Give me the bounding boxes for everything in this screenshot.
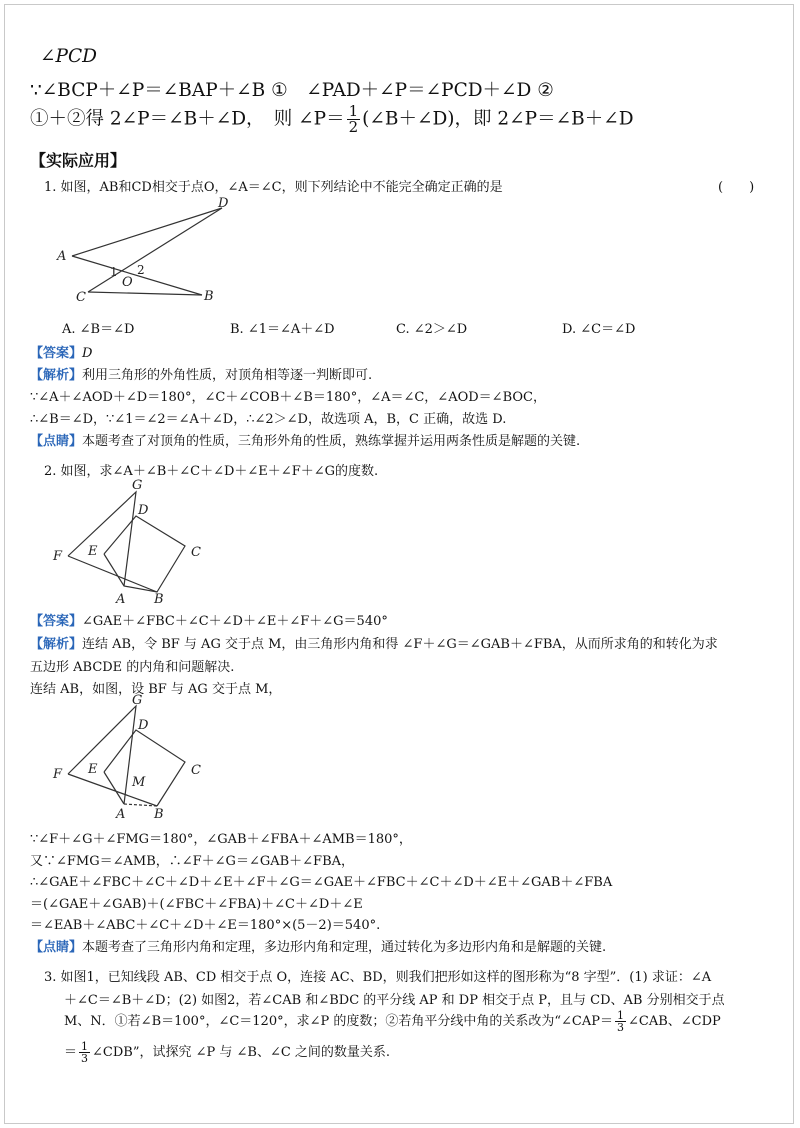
q1-answer: 【答案】D xyxy=(30,346,93,361)
q2-figure xyxy=(50,476,220,608)
q2-comment-tag: 【点睛】 xyxy=(30,940,83,955)
q3-fraction-2: $\frac{1}{3}$ xyxy=(81,1040,89,1065)
q2b-label-B: B xyxy=(154,807,164,820)
q1-label-D: D xyxy=(218,196,229,211)
q2-proof-5: ＝∠EAB＋∠ABC＋∠C＋∠D＋∠E＝180°×(5－2)＝540°. xyxy=(30,918,381,933)
intro-line-2: ∵∠BCP＋∠P＝∠BAP＋∠B ① ∠PAD＋∠P＝∠PCD＋∠D ② xyxy=(30,80,554,101)
intro-line-3-b: (∠B＋∠D)，即 2∠P＝∠B＋∠D xyxy=(362,108,634,130)
intro-line-1: ∠PCD xyxy=(40,46,97,67)
q2b-label-E: E xyxy=(88,762,98,777)
q1-option-b: B. ∠1＝∠A＋∠D xyxy=(230,322,335,337)
q1-analysis-1: 【解析】利用三角形的外角性质，对顶角相等逐一判断即可. xyxy=(30,368,373,383)
q2b-label-G: G xyxy=(132,694,143,708)
q1-analysis-3: ∴∠B＝∠D，∵∠1＝∠2＝∠A＋∠D，∴∠2＞∠D，故选项 A，B，C 正确，故选 D. xyxy=(30,412,507,427)
q2-proof-2: 又∵∠FMG＝∠AMB，∴∠F＋∠G＝∠GAB＋∠FBA， xyxy=(30,854,355,869)
q2b-label-D: D xyxy=(138,718,149,733)
q2-answer-tag: 【答案】 xyxy=(30,614,83,629)
q1-comment: 【点睛】本题考查了对顶角的性质，三角形外角的性质，熟练掌握并运用两条性质是解题的关键. xyxy=(30,434,581,449)
q1-label-1: 1 xyxy=(110,265,118,279)
q2-label-G: G xyxy=(132,478,143,493)
q2-proof-4: ＝(∠GAE＋∠GAB)＋(∠FBC＋∠FBA)＋∠C＋∠D＋∠E xyxy=(30,897,363,912)
q1-label-C: C xyxy=(76,290,86,305)
q1-answer-tag: 【答案】 xyxy=(30,346,83,361)
q2-analysis-tag: 【解析】 xyxy=(30,637,83,652)
q2-label-C: C xyxy=(191,545,201,560)
q1-stem: 1. 如图，AB和CD相交于点O，∠A＝∠C，则下列结论中不能完全确定正确的是 xyxy=(44,180,503,195)
intro-line-3-a: ①＋②得 2∠P＝∠B＋∠D， 则 ∠P＝ xyxy=(30,108,345,130)
q2-label-D: D xyxy=(138,503,149,518)
q1-label-A: A xyxy=(57,249,67,264)
q2-label-F: F xyxy=(53,549,63,564)
q2-label-B: B xyxy=(154,592,164,607)
q1-figure xyxy=(50,196,240,308)
q3-line-3: M、N．①若∠B＝100°，∠C＝120°，求∠P 的度数；②若角平分线中角的关系改为“∠CAP＝ $\frac{1}{3}$ ∠CAB、∠CDP xyxy=(64,1009,721,1034)
q2-label-A: A xyxy=(116,592,126,607)
intro-line-3 xyxy=(30,104,634,135)
q3-line-2: ＋∠C＝∠B＋∠D；(2) 如图2，若∠CAB 和∠BDC 的平分线 AP 和 DP 相交于点 P，且与 CD、AB 分别相交于点 xyxy=(64,993,725,1008)
q2-proof-3: ∴∠GAE＋∠FBC＋∠C＋∠D＋∠E＋∠F＋∠G＝∠GAE＋∠FBC＋∠C＋∠D＋∠E＋∠GAB＋∠FBA xyxy=(30,875,613,890)
q1-label-O: O xyxy=(122,275,133,290)
q3-fraction-1: $\frac{1}{3}$ xyxy=(617,1009,624,1034)
q2-comment: 【点睛】本题考查了三角形内角和定理，多边形内角和定理，通过转化为多边形内角和是解题的关键. xyxy=(30,940,607,955)
q1-answer-blank: ( ) xyxy=(718,180,755,195)
q2b-label-C: C xyxy=(191,763,201,778)
q2-analysis-3: 连结 AB，如图，设 BF 与 AG 交于点 M， xyxy=(30,682,282,697)
q2b-label-A: A xyxy=(116,807,126,820)
intro-fraction: $\frac{1}{2}$ xyxy=(348,102,359,136)
q1-analysis-tag: 【解析】 xyxy=(30,368,83,383)
q2-answer: 【答案】∠GAE＋∠FBC＋∠C＋∠D＋∠E＋∠F＋∠G＝540° xyxy=(30,614,388,629)
q1-label-2: 2 xyxy=(137,263,145,277)
q2-figure-with-m xyxy=(50,694,220,820)
q2b-label-F: F xyxy=(53,767,63,782)
q2b-label-M: M xyxy=(132,775,146,790)
q1-option-a: A. ∠B＝∠D xyxy=(62,322,135,337)
q1-label-B: B xyxy=(204,289,214,304)
q3-line-4: ＝ $\frac{1}{3}$ ∠CDB”，试探究 ∠P 与 ∠B、∠C 之间的数量关系. xyxy=(64,1040,391,1065)
q2-label-E: E xyxy=(88,544,98,559)
q3-line-1: 3. 如图1，已知线段 AB、CD 相交于点 O，连接 AC、BD，则我们把形如这样的图形称为“8 字型”．(1) 求证：∠A xyxy=(44,970,712,985)
q1-analysis-2: ∵∠A＋∠AOD＋∠D＝180°，∠C＋∠COB＋∠B＝180°，∠A＝∠C，∠AOD＝∠BOC， xyxy=(30,390,546,405)
q2-stem: 2. 如图，求∠A＋∠B＋∠C＋∠D＋∠E＋∠F＋∠G的度数. xyxy=(44,464,379,479)
q1-option-c: C. ∠2＞∠D xyxy=(396,322,468,337)
q1-option-d: D. ∠C＝∠D xyxy=(562,322,636,337)
section-title: 【实际应用】 xyxy=(30,151,127,170)
q2-analysis-2: 五边形 ABCDE 的内角和问题解决. xyxy=(30,660,235,675)
q2-analysis-1: 【解析】连结 AB，令 BF 与 AG 交于点 M，由三角形内角和得 ∠F＋∠G＝∠GAB＋∠FBA，从而所求角的和转化为求 xyxy=(30,637,718,652)
q2-proof-1: ∵∠F＋∠G＋∠FMG＝180°，∠GAB＋∠FBA＋∠AMB＝180°， xyxy=(30,832,412,847)
q1-comment-tag: 【点睛】 xyxy=(30,434,83,449)
